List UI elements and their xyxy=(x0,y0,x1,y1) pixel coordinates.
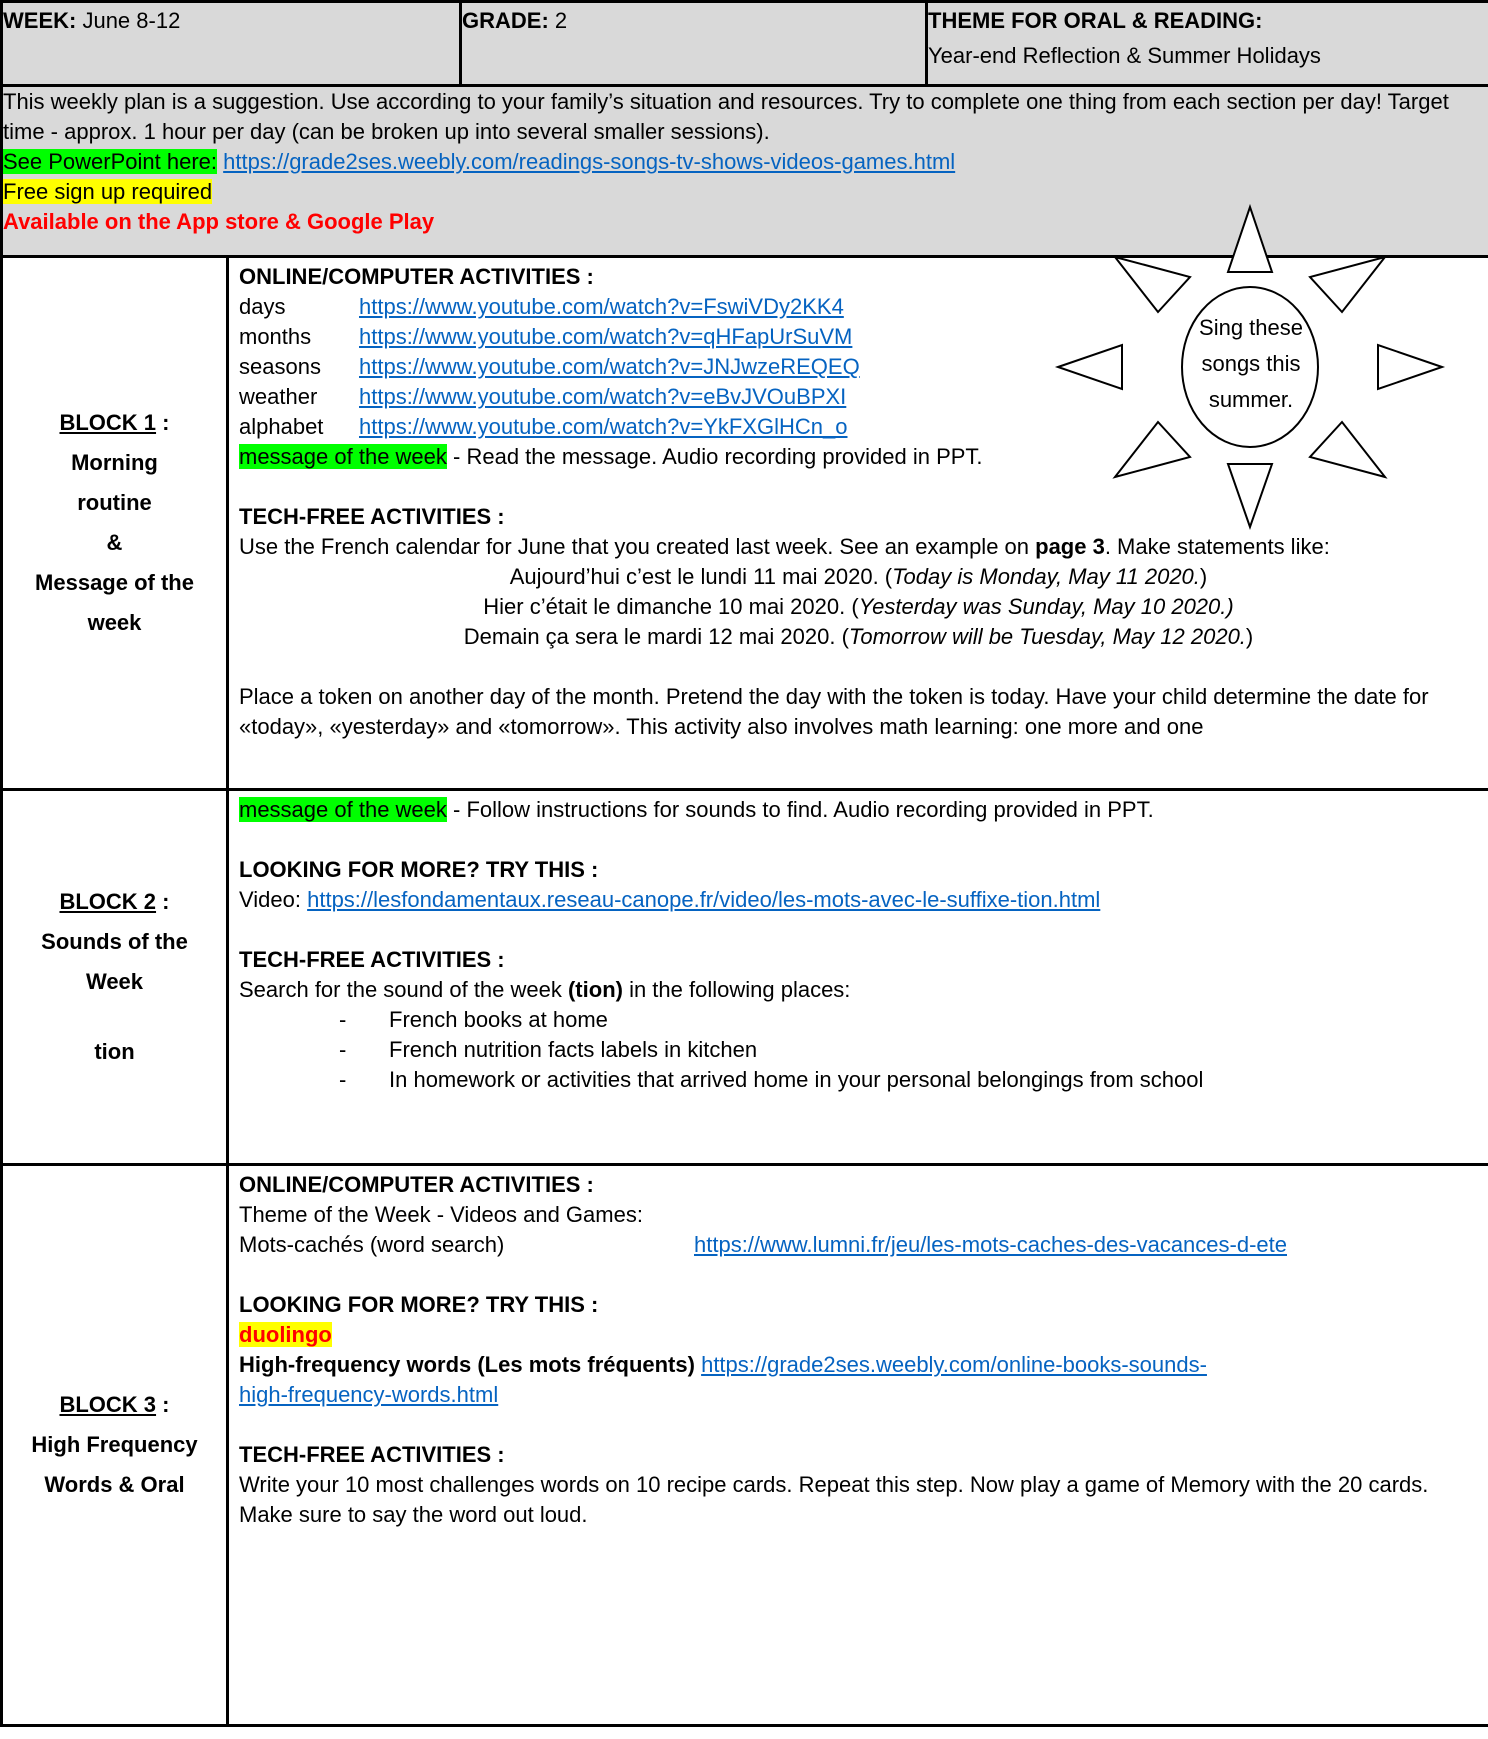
block2-label-line: Sounds of the xyxy=(41,929,188,954)
song-name: alphabet xyxy=(239,414,324,439)
list-item-text: In homework or activities that arrived home in your personal belongings from school xyxy=(389,1067,1204,1092)
song-link[interactable]: https://www.youtube.com/watch?v=JNJwzeREQEQ xyxy=(359,354,860,379)
intro-text: This weekly plan is a suggestion. Use according to your family’s situation and resources. Try to complete one thing from each section per day! Target time - approx. 1 hour per day (can be broken up into several smaller sessions). xyxy=(3,89,1449,144)
sun-caption-line: summer. xyxy=(1208,387,1294,412)
search-text xyxy=(239,975,1478,1005)
sun-ray xyxy=(1378,345,1442,389)
block3-online-heading: ONLINE/COMPUTER ACTIVITIES : xyxy=(239,1172,594,1197)
block2-label-line: Week xyxy=(85,969,144,994)
theme-cell xyxy=(927,2,1488,86)
sun-caption-line: songs this xyxy=(1201,351,1301,376)
video-label: Video: xyxy=(239,887,308,912)
sun-ray xyxy=(1115,257,1190,312)
block1-online-heading: ONLINE/COMPUTER ACTIVITIES : xyxy=(239,264,594,289)
statement-end: ) xyxy=(1245,624,1254,649)
list-item: - French nutrition facts labels in kitchen xyxy=(339,1037,758,1062)
block3-label-line: Words & Oral xyxy=(44,1472,185,1497)
calendar-page-ref: page 3 xyxy=(1035,534,1105,559)
block2-techfree-heading: TECH-FREE ACTIVITIES : xyxy=(239,947,505,972)
week-cell xyxy=(2,2,461,86)
theme-label: THEME FOR ORAL & READING: xyxy=(928,8,1263,33)
sun-caption-line: Sing these xyxy=(1199,315,1303,340)
statement-today xyxy=(239,562,1478,592)
duolingo-label: duolingo xyxy=(239,1322,332,1347)
message-text: - Read the message. Audio recording provided in PPT. xyxy=(446,444,983,469)
grade-label: GRADE: xyxy=(462,8,549,33)
statement-en: Yesterday was Sunday, May 10 2020.) xyxy=(858,594,1234,619)
block2-sound: tion xyxy=(94,1039,135,1064)
block3-row xyxy=(2,1165,1488,1726)
sun-ray xyxy=(1058,345,1122,389)
hfw-link-continued[interactable]: high-frequency-words.html xyxy=(239,1382,499,1407)
search-text-b: in the following places: xyxy=(622,977,851,1002)
statement-fr: Demain ça sera le mardi 12 mai 2020. ( xyxy=(463,624,849,649)
signup-note: Free sign up required xyxy=(3,179,213,204)
song-link[interactable]: https://www.youtube.com/watch?v=eBvJVOuBPXI xyxy=(359,384,847,409)
block1-label xyxy=(2,257,228,790)
token-text: Place a token on another day of the month. Pretend the day with the token is today. Have your child determine the date for «today», «yesterday» and «tomorrow». This activity also involves math learning: one more and one xyxy=(239,684,1429,739)
block1-label-line: routine xyxy=(77,490,152,515)
search-sound: (tion) xyxy=(567,977,623,1002)
header-row xyxy=(2,2,1488,86)
block2-title-colon: : xyxy=(156,889,170,914)
block2-more-heading: LOOKING FOR MORE? TRY THIS : xyxy=(239,857,599,882)
sun-caption xyxy=(1171,310,1331,418)
sun-ray xyxy=(1310,422,1385,477)
list-item-text: French nutrition facts labels in kitchen xyxy=(389,1037,758,1062)
week-label: WEEK: xyxy=(3,8,77,33)
statement-fr: Aujourd’hui c’est le lundi 11 mai 2020. ( xyxy=(509,564,893,589)
hfw-link[interactable]: https://grade2ses.weebly.com/online-books-sounds- xyxy=(701,1352,1207,1377)
song-link[interactable]: https://www.youtube.com/watch?v=YkFXGlHCn_o xyxy=(359,414,848,439)
list-item: - In homework or activities that arrived home in your personal belongings from school xyxy=(339,1067,1204,1092)
block1-title-colon: : xyxy=(156,410,170,435)
appstore-note: Available on the App store & Google Play xyxy=(3,209,435,234)
video-link[interactable]: https://lesfondamentaux.reseau-canope.fr/video/les-mots-avec-le-suffixe-tion.html xyxy=(307,887,1101,912)
statement-end: ) xyxy=(1199,564,1208,589)
statement-fr: Hier c’était le dimanche 10 mai 2020. ( xyxy=(483,594,859,619)
block2-row xyxy=(2,790,1488,1165)
week-value: June 8-12 xyxy=(82,8,181,33)
theme-value: Year-end Reflection & Summer Holidays xyxy=(928,43,1321,68)
ppt-link[interactable]: https://grade2ses.weebly.com/readings-songs-tv-shows-videos-games.html xyxy=(223,149,956,174)
block3-techfree-heading: TECH-FREE ACTIVITIES : xyxy=(239,1442,505,1467)
calendar-text-a: Use the French calendar for June that you created last week. See an example on xyxy=(239,534,1036,559)
wordsearch-link[interactable]: https://www.lumni.fr/jeu/les-mots-caches-des-vacances-d-ete xyxy=(694,1232,1287,1257)
song-name: seasons xyxy=(239,354,321,379)
song-link[interactable]: https://www.youtube.com/watch?v=FswiVDy2KK4 xyxy=(359,294,844,319)
sun-ray xyxy=(1228,207,1272,272)
block2-title: BLOCK 2 xyxy=(59,889,157,914)
block3-label-line: High Frequency xyxy=(31,1432,198,1457)
block1-title: BLOCK 1 xyxy=(59,410,157,435)
block3-title-colon: : xyxy=(156,1392,170,1417)
block3-content xyxy=(228,1165,1488,1726)
list-item: - French books at home xyxy=(339,1007,608,1032)
song-name: weather xyxy=(239,384,318,409)
statement-en: Today is Monday, May 11 2020. xyxy=(892,564,1200,589)
list-item-text: French books at home xyxy=(389,1007,608,1032)
block1-label-line: week xyxy=(87,610,142,635)
sun-ray xyxy=(1228,464,1272,527)
block2-content xyxy=(228,790,1488,1165)
message-highlight: message of the week xyxy=(239,444,447,469)
block2-label xyxy=(2,790,228,1165)
song-name: days xyxy=(239,294,286,319)
statement-yesterday xyxy=(239,592,1478,622)
block3-title: BLOCK 3 xyxy=(59,1392,157,1417)
sun-ray xyxy=(1310,257,1385,312)
song-link[interactable]: https://www.youtube.com/watch?v=qHFapUrSuVM xyxy=(359,324,853,349)
wordsearch-label: Mots-cachés (word search) xyxy=(239,1232,505,1257)
grade-value: 2 xyxy=(554,8,568,33)
block1-techfree-heading: TECH-FREE ACTIVITIES : xyxy=(239,504,505,529)
calendar-text-b: . Make statements like: xyxy=(1104,534,1330,559)
statement-en: Tomorrow will be Tuesday, May 12 2020. xyxy=(848,624,1246,649)
block1-label-line: Message of the xyxy=(35,570,194,595)
ppt-label: See PowerPoint here: xyxy=(3,149,218,174)
theme-text: Theme of the Week - Videos and Games: xyxy=(239,1202,643,1227)
song-name: months xyxy=(239,324,312,349)
message-highlight: message of the week xyxy=(239,797,447,822)
statement-tomorrow xyxy=(239,622,1478,652)
calendar-text xyxy=(239,532,1478,562)
cards-text: Write your 10 most challenges words on 10 recipe cards. Repeat this step. Now play a game of Memory with the 20 cards. Make sure to say the word out loud. xyxy=(239,1472,1429,1527)
grade-cell xyxy=(461,2,927,86)
hfw-label: High-frequency words (Les mots fréquents) xyxy=(239,1352,695,1377)
sun-ray xyxy=(1115,422,1190,477)
block1-label-line: Morning xyxy=(71,450,158,475)
block3-more-heading: LOOKING FOR MORE? TRY THIS : xyxy=(239,1292,599,1317)
search-text-a: Search for the sound of the week xyxy=(239,977,568,1002)
message-text: - Follow instructions for sounds to find. Audio recording provided in PPT. xyxy=(446,797,1154,822)
block1-label-line: & xyxy=(106,530,123,555)
block3-label xyxy=(2,1165,228,1726)
